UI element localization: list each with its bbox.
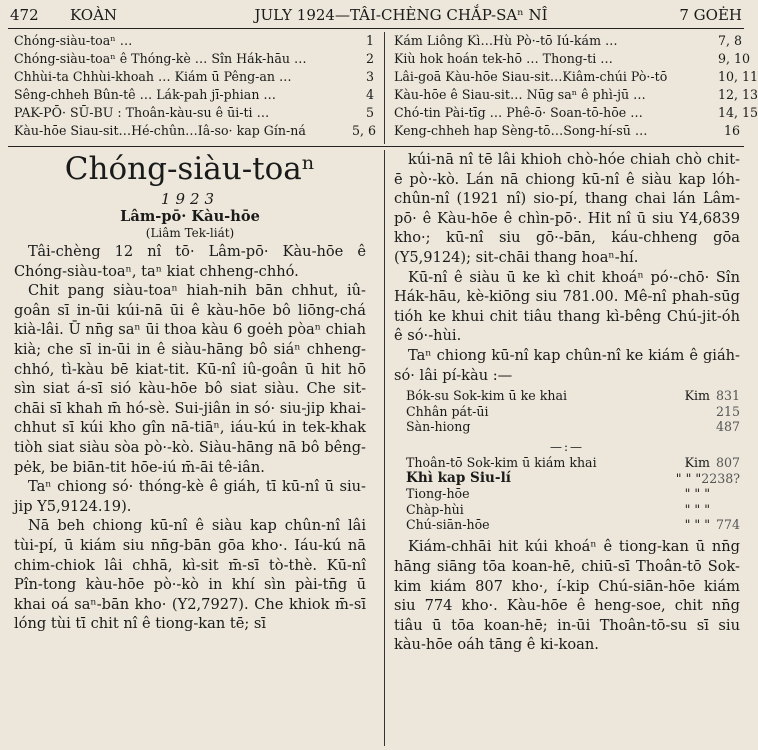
toc-item-title: PAK-PŌ· SŪ-BU : Thoân-kàu-su ê ūi-ti … (14, 105, 270, 120)
toc-item-page: 5, 6 (352, 123, 377, 138)
table-row-label: Chàp-hùi (406, 501, 464, 517)
table-row (394, 404, 740, 419)
page-number: 472 (10, 6, 39, 24)
table-row-value: 487 (715, 418, 740, 434)
table-row-unit: Kim (684, 388, 710, 404)
table-row-value (710, 486, 740, 501)
left-paragraphs (14, 242, 366, 634)
table-row-value: 2238? (701, 470, 740, 486)
table-row-value: 215 (715, 403, 740, 419)
toc-item-title: Sêng-chheh Bûn-tê … Lák-pah jī-phian … (14, 87, 277, 102)
toc-item-title: Kiù hok hoán tek-hō … Thong-ti … (394, 51, 613, 66)
right-paragraphs-before (394, 150, 740, 385)
article-paragraph: Kū-nî ê siàu ū ke kì chit khoáⁿ pó·-chō· Sîn Hák-hāu, kè-kiōng siu 781.00. Mê-nî phah-sūg tióh ke khui chit tiâu thang kì-bêng Chú-jit-óh ê só·-hùi. (394, 268, 740, 345)
table-row (394, 455, 740, 470)
toc-item-title: Lâi-goā Kàu-hōe Siau-sit…Kiâm-chúi Pò·-tō (394, 69, 668, 84)
table-separator: —:— (549, 440, 585, 455)
table-row-label: Bók-su Sok-kim ū ke khai (406, 388, 568, 404)
article-left-column (14, 150, 366, 634)
article-paragraph: kúi-nā nî tē lâi khioh chò-hóe chiah chò chit-ē pò·-kò. Lán nā chiong kū-nî ê siàu kap lóh-chûn-nî (1921 nî) sio-pí, thang chai lán Lâm-pō· ê Kàu-hōe ê chìn-pō·. Hit nî ū siu Y4,6839 kho·; kū-nî siu gō·-bān, káu-chheng gōa (Y5,9124); sit-chāi thang hoaⁿ-hí. (394, 151, 740, 266)
table-row-label: Chú-siān-hōe (406, 516, 490, 532)
table-row-label: Thoân-tō Sok-kim ū kiám khai (406, 455, 597, 471)
toc-item (14, 86, 374, 104)
article-paragraph: Chit pang siàu-toaⁿ hiah-nih bān chhut, iû-goân sī in-ūi kúi-nā ūi ê kàu-hōe bô liōng-chá kià-lâi. Ū nn̄g saⁿ ūi thoa kàu 6 goėh pòaⁿ chiah kià; che sī in-ūi in ê siàu-hāng bô siáⁿ chheng-chhó, tì-kàu bē kiat-tit. Kū-nî iû-goân ū hit hō sìn siat á-sī sió kàu-hōe bô siat siàu. Che sit-chāi sī khah m̄ hó-sè. Sui-jiân in só· siu-jip khai-chhut sī kúi kho gîn nā-tiāⁿ, iáu-kú in tek-khak tiòh siat siàu sòa pò·-kò. Siàu-hāng nā bô bêng-pėk, be biān-tit hōe-iú m̄-āi tê-iân. (14, 282, 366, 476)
toc-item-title: Kàu-hōe ê Siau-sit… Nūg saⁿ ê phì-jū … (394, 87, 646, 102)
toc-item (394, 86, 758, 104)
column-divider (384, 150, 385, 746)
toc-item-page: 16 (723, 123, 740, 138)
table-row-unit: Kim (684, 455, 710, 471)
toc-item-title: Kàu-hōe Siau-sit…Hé-chûn…Iâ-so· kap Gín-ná (14, 123, 306, 138)
date-line: JULY 1924—TÂI-CHÈNG CHẮP-SAⁿ NÎ (254, 6, 548, 24)
table-decreases (394, 455, 740, 532)
toc-item-page: 5 (365, 105, 374, 120)
toc-item (394, 104, 758, 122)
toc-item (14, 32, 374, 50)
table-row-unit: " " " (684, 486, 710, 502)
toc-item (394, 122, 740, 140)
table-row-label: Khì kap Siu-lí (406, 469, 511, 486)
table-row-unit (638, 404, 710, 419)
toc-item-page: 1 (365, 33, 374, 48)
toc-item (14, 122, 377, 140)
toc-item-title: Chó-tin Pài-tīg … Phê-ō· Soan-tō-hōe … (394, 105, 643, 120)
toc-item (14, 68, 374, 86)
toc-item (394, 50, 751, 68)
article-title: Chóng-siàu-toaⁿ (64, 151, 316, 187)
toc-item-page: 3 (365, 69, 374, 84)
toc-item (14, 50, 374, 68)
publication-name: KOÀN (70, 6, 118, 24)
table-increases (394, 388, 740, 434)
article-right-column (394, 150, 740, 655)
expense-comparison-table (394, 388, 740, 532)
table-row (394, 517, 740, 532)
article-paragraph: Nā beh chiong kū-nî ê siàu kap chûn-nî lâi tùi-pí, ū kiám siu nn̄g-bān gōa kho·. Iáu-kú nā chim-chiok lâi chhā, kì-sit m̄-sī tò-thè. Kū-nî Pîn-tong kàu-hōe pò·-kò in khí sìn pài-tn̄g ū khai oá saⁿ-bān kho· (Y2,7927). Che khiok m̄-sī lóng tùi tī chit nî ê tiong-kan tē; sī (14, 517, 366, 633)
toc-item-page: 14, 15 (718, 105, 758, 120)
article-paragraph: Kiám-chhāi hit kúi khoáⁿ ê tiong-kan ū nn̄g hāng siāng tōa koan-hē, chiū-sī Thoân-tō Sok-kim kiám 807 kho·, í-kip Chú-siān-hōe kiám siu 774 kho·. Kàu-hōe ê heng-soe, chit nn̄g tiâu ū tōa koan-hē; in-ūi Thoân-tō-su sī siu kàu-hōe oáh tāng ê ki-koan. (394, 538, 740, 654)
toc-item-page: 4 (365, 87, 374, 102)
toc-item-page: 7, 8 (718, 33, 743, 48)
table-row (394, 388, 740, 403)
table-row-unit: " " " (684, 516, 710, 532)
table-row-value: 807 (715, 455, 740, 471)
toc-item-title: Keng-chheh hap Sèng-tō…Song-hí-sū … (394, 123, 648, 138)
article-author: (Liâm Tek-liát) (145, 226, 235, 240)
table-row (394, 502, 740, 517)
toc-divider (384, 32, 385, 144)
table-row-unit: " " " (675, 470, 702, 486)
toc-item (14, 104, 374, 122)
running-header (10, 2, 742, 28)
article-year: 1923 (160, 190, 220, 208)
toc-item-title: Chhùi-ta Chhùi-khoah … Kiám ū Pêng-an … (14, 69, 292, 84)
toc-item-page: 10, 11 (718, 69, 758, 84)
toc-item-page: 12, 13 (718, 87, 758, 102)
toc-item (394, 68, 758, 86)
table-row (394, 419, 740, 434)
article-paragraph: Tâi-chèng 12 nî tō· Lâm-pō· Kàu-hōe ê Chóng-siàu-toaⁿ, taⁿ kiat chheng-chhó. (14, 243, 366, 280)
table-row-label: Tiong-hōe (406, 486, 470, 502)
issue-label: 7 GOĖH (679, 6, 742, 24)
toc-right-column (394, 32, 758, 140)
table-row (394, 471, 740, 486)
table-row-value: 831 (715, 388, 740, 404)
toc-item (394, 32, 743, 50)
toc-item-title: Chóng-siàu-toaⁿ ê Thóng-kè … Sîn Hák-hāu … (14, 51, 307, 66)
toc-item-page: 2 (365, 51, 374, 66)
table-row-value (710, 502, 740, 517)
article-paragraph: Taⁿ chiong kū-nî kap chûn-nî ke kiám ê giáh-só· lâi pí-kàu :— (394, 346, 740, 384)
toc-item-title: Kám Liông Kì…Hù Pò·-tō Iú-kám … (394, 33, 618, 48)
right-paragraphs-after (394, 537, 740, 655)
table-row-label: Sàn-hiong (406, 418, 471, 434)
article-organization: Lâm-pō· Kàu-hōe (120, 208, 260, 225)
toc-item-title: Chóng-siàu-toaⁿ … (14, 33, 133, 48)
toc-item-page: 9, 10 (718, 51, 751, 66)
table-row-value: 774 (715, 516, 740, 532)
header-rule (8, 28, 744, 29)
toc-rule (8, 146, 744, 147)
toc-left-column (14, 32, 377, 140)
table-row-label: Chhân pát-ūi (406, 403, 489, 419)
article-paragraph: Taⁿ chiong só· thóng-kè ê giáh, tī kū-nî ū siu-jip Y5,9124.19). (14, 478, 366, 515)
table-row-unit (638, 419, 710, 434)
table-row (394, 486, 740, 501)
table-row-unit: " " " (684, 501, 710, 517)
